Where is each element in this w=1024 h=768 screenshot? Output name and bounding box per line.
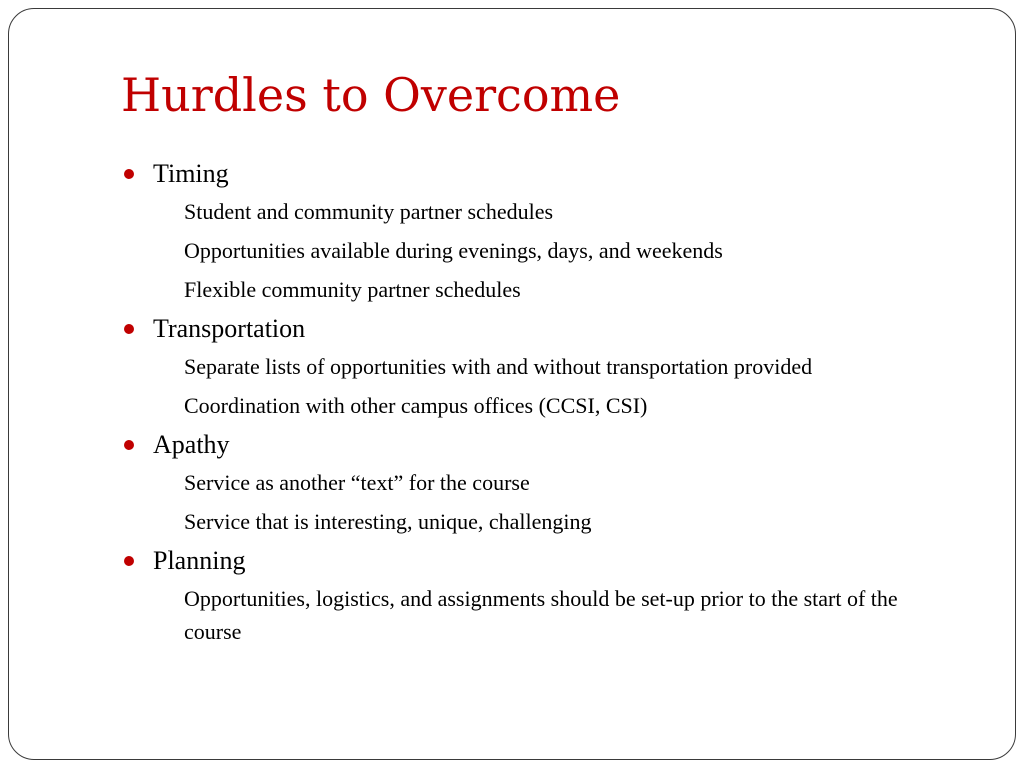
sub-item: Separate lists of opportunities with and without transportation provided — [184, 354, 813, 379]
bullet-dot-icon — [124, 556, 134, 566]
sub-list-planning — [121, 582, 951, 648]
bullet-timing — [121, 157, 951, 191]
sub-list-transportation — [121, 350, 951, 422]
bullet-heading: Planning — [153, 546, 246, 575]
slide — [8, 8, 1016, 760]
sub-list-apathy — [121, 466, 951, 538]
sub-item: Student and community partner schedules — [184, 199, 554, 224]
sub-list-timing — [121, 195, 951, 306]
sub-item: Coordination with other campus offices (CCSI, CSI) — [184, 393, 648, 418]
bullet-heading: Transportation — [153, 314, 306, 343]
bullet-apathy — [121, 428, 951, 462]
sub-item: Service that is interesting, unique, challenging — [184, 509, 592, 534]
bullet-dot-icon — [124, 440, 134, 450]
sub-item: Opportunities, logistics, and assignments should be set-up prior to the start of the course — [184, 586, 898, 644]
sub-item: Opportunities available during evenings, days, and weekends — [184, 238, 723, 263]
bullet-dot-icon — [124, 169, 134, 179]
bullet-dot-icon — [124, 324, 134, 334]
bullet-transportation — [121, 312, 951, 346]
bullet-heading: Apathy — [153, 430, 230, 459]
sub-item: Service as another “text” for the course — [184, 470, 530, 495]
bullet-heading: Timing — [153, 159, 229, 188]
sub-item: Flexible community partner schedules — [184, 277, 521, 302]
bullet-planning — [121, 544, 951, 578]
slide-title: Hurdles to Overcome — [121, 68, 621, 122]
slide-content — [121, 157, 951, 648]
